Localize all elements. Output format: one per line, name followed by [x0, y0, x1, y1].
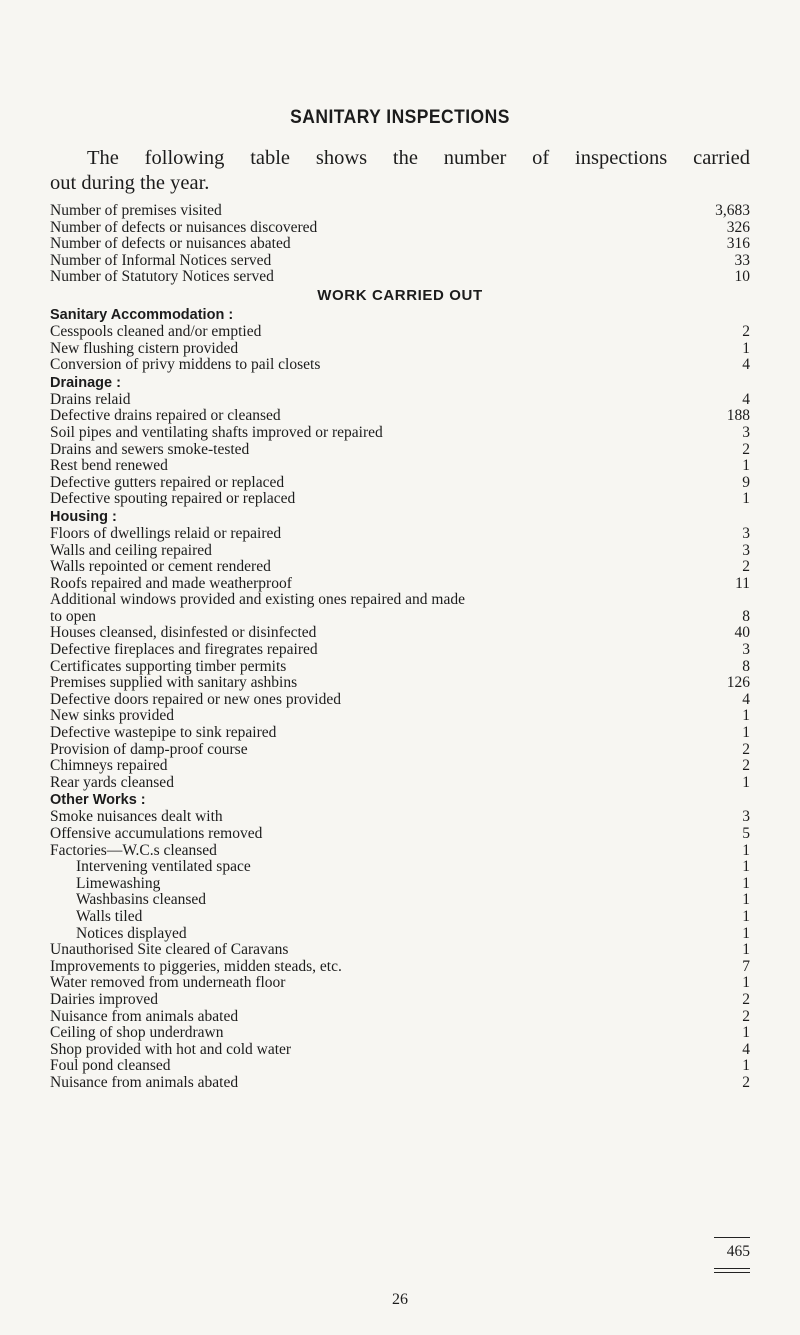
- table-row: [50, 576, 750, 593]
- row-label: Washbasins cleansed: [76, 891, 207, 909]
- row-value: 33: [734, 251, 750, 269]
- row-value: 2: [742, 990, 750, 1008]
- row-label: Chimneys repaired: [50, 757, 168, 775]
- table-row: [50, 559, 750, 576]
- row-value: 1: [742, 924, 750, 942]
- row-value: 3: [742, 423, 750, 441]
- table-row: [50, 392, 750, 409]
- table-row: [50, 625, 750, 642]
- table-row: [50, 269, 750, 286]
- grand-total: 465: [726, 1243, 750, 1260]
- row-label: Unauthorised Site cleared of Caravans: [50, 941, 289, 959]
- table-row: [50, 458, 750, 475]
- table-row: [50, 843, 750, 860]
- row-label: Drains and sewers smoke-tested: [50, 440, 250, 458]
- row-value: 5: [742, 825, 750, 842]
- table-row: [50, 758, 750, 775]
- row-value: 9: [742, 473, 750, 491]
- row-value: 3: [742, 541, 750, 559]
- row-label: Walls repointed or cement rendered: [50, 558, 271, 576]
- intro-paragraph: [50, 146, 750, 196]
- row-label: Drains relaid: [50, 390, 131, 408]
- table-row: [50, 475, 750, 492]
- row-value: 1: [742, 974, 750, 992]
- row-label: Number of defects or nuisances discovered: [50, 218, 318, 236]
- intro-line-2: out during the year.: [50, 172, 210, 194]
- row-value: 40: [734, 624, 750, 642]
- table-row: [50, 942, 750, 959]
- table-row: [50, 357, 750, 374]
- row-label: Foul pond cleansed: [50, 1057, 171, 1075]
- row-value: 326: [726, 218, 750, 236]
- row-label: Shop provided with hot and cold water: [50, 1040, 292, 1058]
- table-row: [50, 975, 750, 992]
- section-title: Housing :: [50, 508, 117, 525]
- row-value: 1: [742, 874, 750, 892]
- row-value: 2: [742, 558, 750, 576]
- row-label: Soil pipes and ventilating shafts improved or repaired: [50, 423, 383, 441]
- table-row: [50, 659, 750, 676]
- table-row: [50, 408, 750, 425]
- table-row: [50, 543, 750, 560]
- row-value: 1: [742, 724, 750, 742]
- row-value: 316: [726, 235, 750, 253]
- table-row: [50, 692, 750, 709]
- row-label: Cesspools cleaned and/or emptied: [50, 322, 262, 340]
- row-label: Defective gutters repaired or replaced: [50, 473, 285, 491]
- row-label: Walls tiled: [76, 907, 143, 925]
- table-row: [50, 526, 750, 543]
- table-row: [50, 642, 750, 659]
- row-label: Floors of dwellings relaid or repaired: [50, 524, 282, 542]
- table-row: [50, 253, 750, 270]
- row-label: Notices displayed: [76, 924, 187, 942]
- row-value: 1: [742, 490, 750, 508]
- table-row: [50, 809, 750, 826]
- row-value: 4: [742, 690, 750, 708]
- table-row: [50, 236, 750, 253]
- row-value: 2: [742, 740, 750, 758]
- section-title: Other Works :: [50, 792, 146, 809]
- table-row: [50, 859, 750, 876]
- row-label: Improvements to piggeries, midden steads, etc.: [50, 957, 342, 975]
- section-title: Sanitary Accommodation :: [50, 306, 234, 323]
- row-label: New flushing cistern provided: [50, 339, 239, 357]
- row-value: 188: [726, 407, 750, 425]
- row-value: 4: [742, 1040, 750, 1058]
- row-value: 3: [742, 641, 750, 659]
- table-row: [50, 1042, 750, 1059]
- row-value: 3: [742, 524, 750, 542]
- row-value: 2: [742, 322, 750, 340]
- row-value: 3,683: [715, 202, 750, 219]
- row-label: Smoke nuisances dealt with: [50, 808, 223, 826]
- row-label: Rear yards cleansed: [50, 773, 174, 791]
- row-value: 1: [742, 339, 750, 357]
- row-value: 1: [742, 858, 750, 876]
- row-value: 2: [742, 440, 750, 458]
- table-row: [50, 1009, 750, 1026]
- page-number: 26: [392, 1291, 408, 1308]
- table-row: [50, 324, 750, 341]
- row-value: 10: [734, 268, 750, 286]
- table-row: [50, 491, 750, 508]
- row-label: Houses cleansed, disinfested or disinfected: [50, 624, 317, 642]
- table-row: [50, 609, 750, 626]
- table-row: [50, 675, 750, 692]
- table-row: [50, 876, 750, 893]
- row-label: Defective doors repaired or new ones provided: [50, 690, 341, 708]
- row-label: Additional windows provided and existing ones repaired and made: [50, 591, 465, 609]
- row-value: 1: [742, 907, 750, 925]
- row-label: Rest bend renewed: [50, 457, 168, 475]
- row-label: Defective spouting repaired or replaced: [50, 490, 296, 508]
- row-label: Limewashing: [76, 874, 161, 892]
- table-row: [50, 425, 750, 442]
- row-label: Number of Informal Notices served: [50, 251, 272, 269]
- row-label: Defective drains repaired or cleansed: [50, 407, 281, 425]
- row-label: Factories—W.C.s cleansed: [50, 841, 217, 859]
- row-value: 126: [726, 674, 750, 692]
- table-row: [50, 203, 750, 220]
- row-value: 8: [742, 607, 750, 625]
- page-heading: SANITARY INSPECTIONS: [290, 107, 510, 128]
- table-row: [50, 1058, 750, 1075]
- row-value: 1: [742, 841, 750, 859]
- row-value: 1: [742, 1057, 750, 1075]
- row-label: Water removed from underneath floor: [50, 974, 286, 992]
- row-value: 2: [742, 1073, 750, 1091]
- row-value: 1: [742, 1024, 750, 1042]
- row-label: Number of premises visited: [50, 202, 222, 219]
- row-value: 1: [742, 941, 750, 959]
- row-label: Roofs repaired and made weatherproof: [50, 574, 292, 592]
- row-value: 1: [742, 457, 750, 475]
- row-value: 8: [742, 657, 750, 675]
- row-value: 1: [742, 707, 750, 725]
- row-value: 4: [742, 356, 750, 374]
- table-row: [50, 992, 750, 1009]
- table-row: [50, 592, 750, 609]
- row-label: Premises supplied with sanitary ashbins: [50, 674, 298, 692]
- row-label: Walls and ceiling repaired: [50, 541, 212, 559]
- table-row: [50, 725, 750, 742]
- row-value: 1: [742, 773, 750, 791]
- total-double-rule: [714, 1268, 750, 1273]
- table-row: [50, 892, 750, 909]
- table-row: [50, 959, 750, 976]
- row-value: 7: [742, 957, 750, 975]
- row-label: New sinks provided: [50, 707, 174, 725]
- row-label: Defective wastepipe to sink repaired: [50, 724, 277, 742]
- work-carried-out-title: WORK CARRIED OUT: [317, 286, 483, 304]
- section-title: Drainage :: [50, 374, 121, 391]
- table-row: [50, 1075, 750, 1092]
- intro-line-1: The following table shows the number of inspections carried: [87, 147, 750, 169]
- row-label: Conversion of privy middens to pail closets: [50, 356, 321, 374]
- total-rule: [714, 1237, 750, 1238]
- table-row: [50, 742, 750, 759]
- inspection-table: [50, 203, 750, 1092]
- table-row: [50, 220, 750, 237]
- row-value: 11: [735, 574, 750, 592]
- table-row: [50, 909, 750, 926]
- row-label: Certificates supporting timber permits: [50, 657, 287, 675]
- table-row: [50, 708, 750, 725]
- row-label: to open: [50, 607, 97, 625]
- row-label: Provision of damp-proof course: [50, 740, 248, 758]
- table-row: [50, 341, 750, 358]
- row-label: Number of Statutory Notices served: [50, 268, 274, 286]
- row-label: Number of defects or nuisances abated: [50, 235, 291, 253]
- table-row: [50, 826, 750, 843]
- row-label: Defective fireplaces and firegrates repaired: [50, 641, 318, 659]
- row-label: Nuisance from animals abated: [50, 1073, 239, 1091]
- table-row: [50, 775, 750, 792]
- row-value: 4: [742, 390, 750, 408]
- row-label: Offensive accumulations removed: [50, 825, 263, 842]
- row-value: 1: [742, 891, 750, 909]
- row-label: Ceiling of shop underdrawn: [50, 1024, 224, 1042]
- table-row: [50, 1025, 750, 1042]
- row-label: Nuisance from animals abated: [50, 1007, 239, 1025]
- table-row: [50, 926, 750, 943]
- row-label: Intervening ventilated space: [76, 858, 251, 876]
- row-value: 3: [742, 808, 750, 826]
- row-value: 2: [742, 757, 750, 775]
- row-label: Dairies improved: [50, 990, 159, 1008]
- row-value: 2: [742, 1007, 750, 1025]
- table-row: [50, 442, 750, 459]
